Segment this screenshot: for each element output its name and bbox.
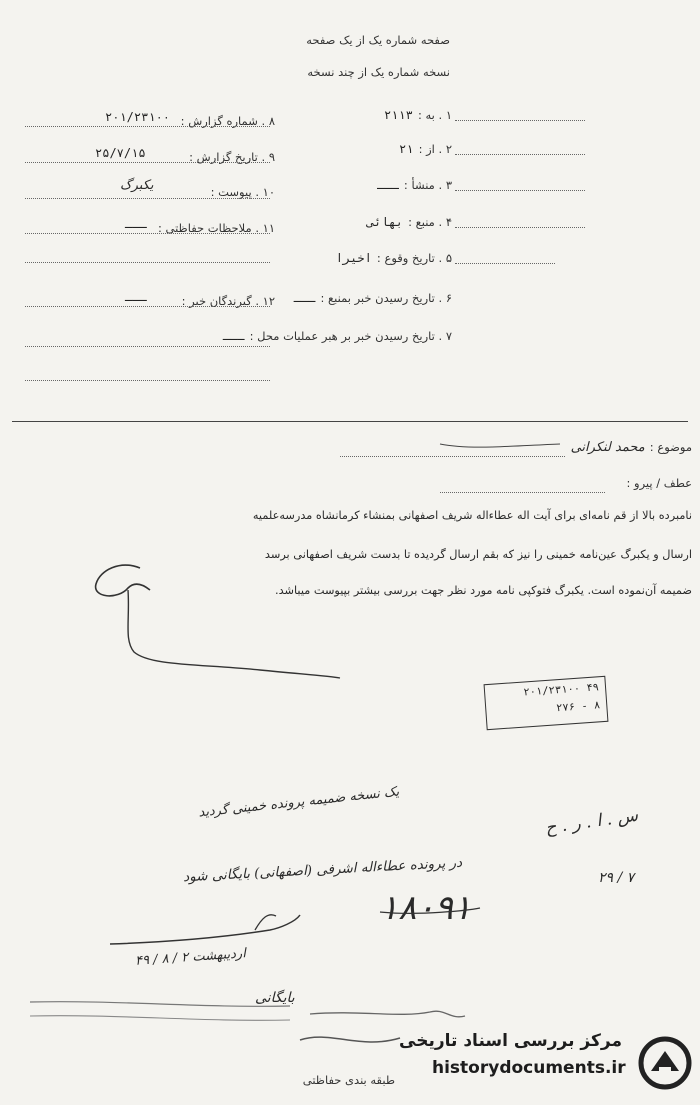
archive-number: ۱۸۰۹۱ (380, 888, 472, 928)
attachment-value: یکبرگ (120, 178, 154, 193)
field-report-date: ۹ . تاریخ گزارش : (189, 150, 275, 164)
date-right: ۲۹ / ۷ (598, 870, 635, 886)
field-news-to-ops-date: ۷ . تاریخ رسیدن خبر بر هبر عملیات محل : ـــ (222, 329, 452, 343)
reference-line: عطف / پیرو : (626, 476, 692, 490)
field-from: ۲ . از : ۲۱ (399, 142, 452, 156)
copy-number-line: نسخه شماره یک از چند نسخه (307, 65, 450, 79)
archive-logo-icon (635, 1033, 695, 1093)
signature-right: س . ا . ر . ح (544, 805, 640, 839)
body-line-2: ارسال و یکبرگ عین‌نامه خمینی را نیز که بقم ارسال گردیده تا بدست شریف اصفهانی برسد (264, 548, 692, 561)
report-date-value: ۲۵/۷/۱۵ (95, 146, 146, 160)
recipients-value: ـــ (125, 290, 147, 304)
date-left: ۴۹ / ۸ / ۲ اردیبهشت (134, 946, 247, 969)
field-news-to-source-date: ۶ . تاریخ رسیدن خبر بمنبع : ـــ (293, 291, 452, 305)
field-recipients: ۱۲ . گیرندگان خبر : (181, 294, 275, 308)
handwritten-note-2: در پرونده عطاءاله اشرفی (اصفهانی) بایگانی شود (182, 854, 463, 886)
report-number-value: ۲۰۱/۲۳۱۰۰ (105, 110, 171, 124)
body-line-3: ضمیمه آن‌نموده است. یکبرگ فتوکپی نامه مورد نظر جهت بررسی بیشتر بپیوست میباشد. (274, 584, 692, 597)
field-source: ۴ . منبع : بهائی (366, 215, 452, 229)
watermark (399, 1025, 700, 1105)
field-report-number: ۸ . شماره گزارش : (180, 114, 275, 128)
watermark-url: historydocuments.ir (432, 1058, 626, 1078)
field-event-date: ۵ . تاریخ وقوع : اخیرا (335, 251, 452, 265)
handwritten-note-1: یک نسخه ضمیمه پرونده خمینی گردید (198, 784, 401, 821)
body-line-1: نامبرده بالا از قم نامه‌ای برای آیت اله عطاءاله شریف اصفهانی بمنشاء کرمانشاه مدرسه‌علمیه (252, 509, 692, 522)
archive-mark: بایگانی (255, 990, 295, 1006)
field-security-notes: ۱۱ . ملاحظات حفاظتی : (157, 221, 275, 235)
field-origin: ۳ . منشأ : ـــ (377, 178, 452, 192)
watermark-title: مرکز بررسی اسناد تاریخی (399, 1031, 622, 1051)
field-attachment: ۱۰ . پیوست : (210, 185, 275, 199)
subject-line: موضوع : محمد لنکرانی (570, 440, 692, 455)
classification-label: طبقه بندی حفاظتی (302, 1073, 395, 1087)
page-number-line: صفحه شماره یک از یک صفحه (306, 33, 450, 47)
registration-stamp: ۲۰۱/۲۳۱۰۰ ۴۹ ۲۷۶ - ۸ (484, 676, 609, 730)
security-notes-value: ـــ (125, 217, 147, 231)
field-to: ۱ . به : ۲۱۱۳ (383, 108, 452, 122)
